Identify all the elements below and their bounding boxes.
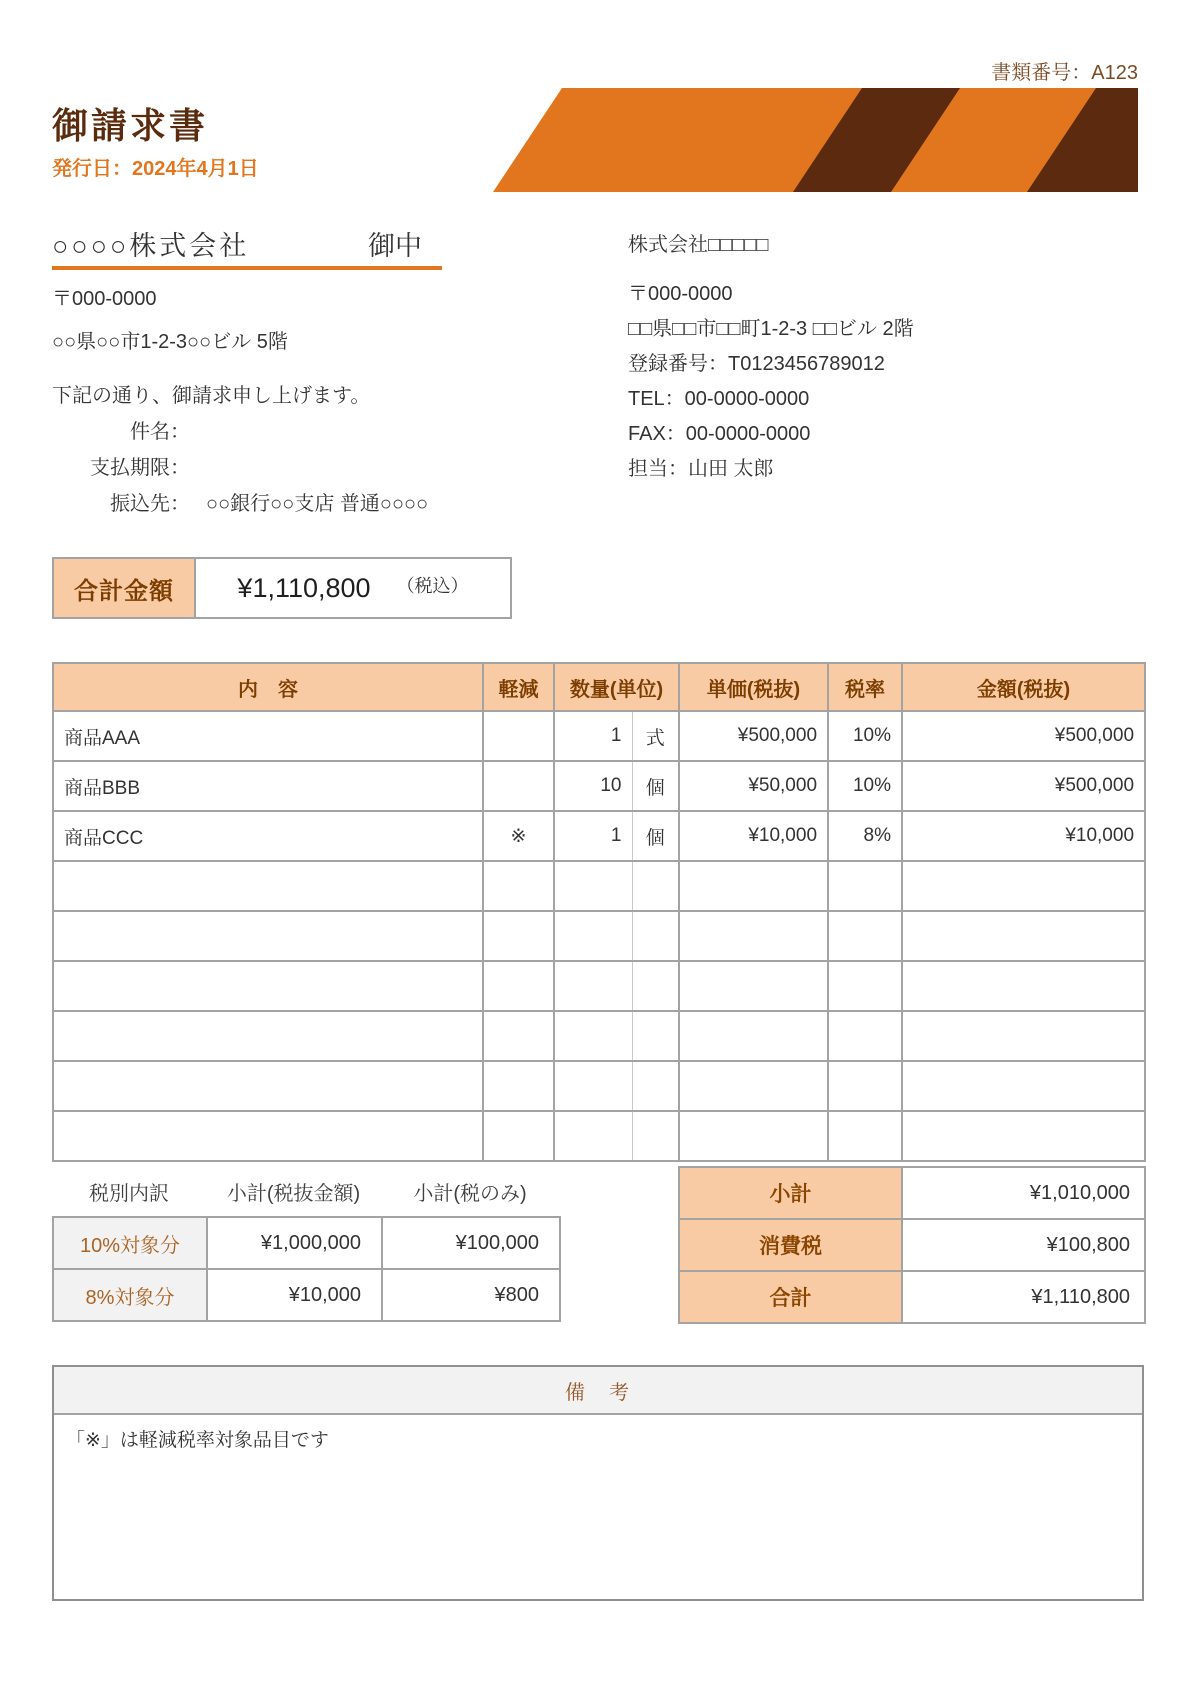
item-unit-price: ¥10,000 [679, 811, 828, 861]
item-row-empty [53, 911, 1145, 961]
recipient-underline-divider [52, 266, 442, 270]
header-unit-price: 単価(税抜) [679, 663, 828, 711]
item-reduced-mark [483, 761, 554, 811]
banner-graphic [493, 88, 1138, 192]
recipient-postal: 〒000-0000 [52, 288, 157, 310]
summary-row-total [679, 1271, 1145, 1323]
summary-row-subtotal [679, 1167, 1145, 1219]
item-amount: ¥500,000 [902, 711, 1145, 761]
document-number: 書類番号：A123 [991, 62, 1138, 84]
item-row [53, 811, 1145, 861]
remarks-box [52, 1365, 1144, 1601]
tax-breakdown-table [52, 1216, 561, 1322]
item-unit: 式 [632, 711, 679, 761]
item-amount: ¥500,000 [902, 761, 1145, 811]
summary-row-tax [679, 1219, 1145, 1271]
sender-name: 株式会社□□□□□ [628, 234, 769, 256]
bank-value: ○○銀行○○支店 普通○○○○ [206, 493, 429, 515]
total-amount-value: ¥1,110,800 [237, 572, 371, 603]
item-unit-price: ¥500,000 [679, 711, 828, 761]
header-reduced: 軽減 [483, 663, 554, 711]
header-qty-unit: 数量(単位) [554, 663, 679, 711]
tax-included-note: （税込） [396, 576, 469, 596]
summary-label: 合計 [679, 1271, 902, 1323]
total-amount-label: 合計金額 [54, 559, 196, 617]
sender-fax: FAX：00-0000-0000 [628, 423, 811, 445]
subject-value [190, 414, 206, 450]
subject-label: 件名： [130, 421, 190, 443]
items-table [52, 662, 1146, 1162]
sender-block [628, 228, 1108, 487]
sender-tel: TEL：00-0000-0000 [628, 388, 810, 410]
item-unit: 個 [632, 761, 679, 811]
breakdown-header-category: 税別内訳 [89, 1182, 169, 1205]
recipient-name: ○○○○株式会社 [52, 231, 250, 261]
issue-date: 発行日：2024年4月1日 [52, 158, 259, 180]
sender-registration-number: 登録番号：T0123456789012 [628, 353, 885, 375]
item-qty: 10 [554, 761, 632, 811]
item-description: 商品BBB [53, 761, 483, 811]
item-qty: 1 [554, 711, 632, 761]
breakdown-label: 10%対象分 [53, 1217, 207, 1269]
greeting-text: 下記の通り、御請求申し上げます。 [52, 385, 371, 407]
banner-stripes-icon [493, 88, 1138, 192]
item-unit-price: ¥50,000 [679, 761, 828, 811]
intro-block [52, 378, 612, 522]
item-row-empty [53, 961, 1145, 1011]
breakdown-row [53, 1217, 560, 1269]
item-description: 商品CCC [53, 811, 483, 861]
due-date-value [190, 450, 206, 486]
summary-label: 消費税 [679, 1219, 902, 1271]
sender-address: □□県□□市□□町1-2-3 □□ビル 2階 [628, 318, 914, 340]
total-amount-box [52, 557, 512, 619]
due-date-label: 支払期限： [90, 457, 190, 479]
breakdown-tax: ¥100,000 [382, 1217, 560, 1269]
item-tax-rate: 8% [828, 811, 902, 861]
header-tax-rate: 税率 [828, 663, 902, 711]
item-amount: ¥10,000 [902, 811, 1145, 861]
header-amount: 金額(税抜) [902, 663, 1145, 711]
remarks-content: 「※」は軽減税率対象品目です [66, 1430, 329, 1451]
item-row-empty [53, 861, 1145, 911]
breakdown-tax: ¥800 [382, 1269, 560, 1321]
header-description: 内 容 [53, 663, 483, 711]
item-row-empty [53, 1111, 1145, 1161]
recipient-honorific: 御中 [368, 231, 422, 261]
item-tax-rate: 10% [828, 761, 902, 811]
item-reduced-mark: ※ [483, 811, 554, 861]
breakdown-label: 8%対象分 [53, 1269, 207, 1321]
item-reduced-mark [483, 711, 554, 761]
item-description: 商品AAA [53, 711, 483, 761]
summary-value: ¥1,010,000 [902, 1167, 1145, 1219]
recipient-block [52, 224, 442, 354]
breakdown-header-subtotal: 小計(税抜金額) [226, 1182, 361, 1205]
items-header-row [53, 663, 1145, 711]
item-unit: 個 [632, 811, 679, 861]
page-title: 御請求書 [52, 105, 209, 146]
sender-contact: 担当：山田 太郎 [628, 458, 774, 480]
item-row-empty [53, 1061, 1145, 1111]
recipient-address: ○○県○○市1-2-3○○ビル 5階 [52, 331, 288, 353]
breakdown-row [53, 1269, 560, 1321]
breakdown-subtotal: ¥1,000,000 [207, 1217, 382, 1269]
item-qty: 1 [554, 811, 632, 861]
summary-table [678, 1166, 1146, 1324]
summary-value: ¥100,800 [902, 1219, 1145, 1271]
item-row-empty [53, 1011, 1145, 1061]
summary-label: 小計 [679, 1167, 902, 1219]
bank-label: 振込先： [110, 493, 190, 515]
item-tax-rate: 10% [828, 711, 902, 761]
sender-postal: 〒000-0000 [628, 283, 733, 305]
remarks-title: 備 考 [54, 1367, 1142, 1415]
item-row [53, 761, 1145, 811]
breakdown-header-tax-only: 小計(税のみ) [413, 1182, 527, 1205]
item-row [53, 711, 1145, 761]
breakdown-subtotal: ¥10,000 [207, 1269, 382, 1321]
tax-breakdown-headers [52, 1166, 559, 1216]
summary-value: ¥1,110,800 [902, 1271, 1145, 1323]
